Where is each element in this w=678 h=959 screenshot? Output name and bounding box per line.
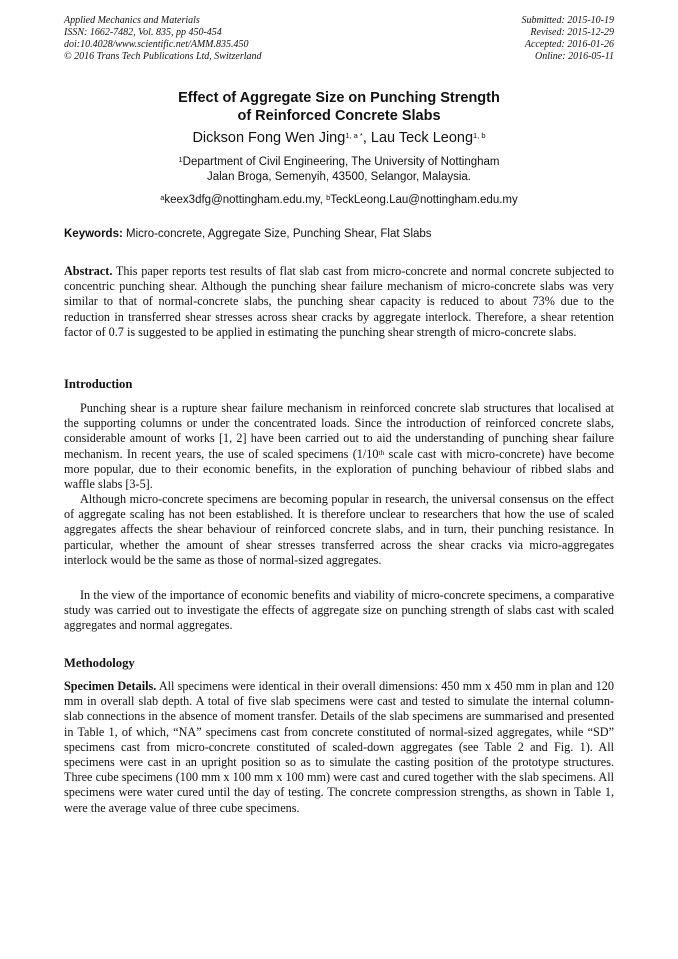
issn: ISSN: 1662-7482, Vol. 835, pp 450-454 — [64, 27, 222, 38]
affiliation-line-2: Jalan Broga, Semenyih, 43500, Selangor, Malaysia. — [206, 170, 472, 183]
email-b-mark: b — [326, 193, 331, 202]
author-2-affiliation-mark: 1, b — [473, 131, 486, 140]
abstract-label: Abstract. — [64, 264, 113, 278]
author-list — [64, 128, 614, 148]
introduction-heading: Introduction — [64, 377, 133, 391]
keywords-label: Keywords: — [64, 228, 123, 240]
methodology-paragraph — [64, 679, 614, 816]
intro-paragraph-1: Punching shear is a rupture shear failure mechanism in reinforced concrete slab structures that localised at the supporting columns or under the concentrated loads. Since the introduction of reinforced concrete slabs, considerable amount of works [1, 2] have been carried out to aid the understanding of punching shear failure mechanism. In recent years, the use of scaled specimens (1/10th scale cast with micro-concrete) have become more popular, due to their economic benefits, in the exploration of punching behaviour of ribbed slabs and waffle slabs [3-5]. — [64, 401, 614, 492]
author-1-affiliation-mark: 1, a * — [345, 131, 363, 140]
keywords — [64, 227, 614, 241]
specimen-details-text: All specimens were identical in their overall dimensions: 450 mm x 450 mm in plan and 120 mm in overall slab depth. A total of five slab specimens were cast and tested to simulate the internal column-slab connections in the absence of moment transfer. Details of the slab specimens are summarised and presented in Table 1, of which, “NA” specimens cast from concrete constituted of normal-sized aggregates, while “SD” specimens cast from micro-concrete constituted of scaled-down aggregates (see Table 2 and Fig. 1). All specimens were cast in an upright position so as to simulate the casting position of the prototype structures. Three cube specimens (100 mm x 100 mm x 100 mm) were cast and cured together with the slab specimens. All specimens were water cured until the day of testing. The concrete compression strengths, as shown in Table 1, were the average value of three cube specimens. — [64, 679, 614, 815]
submitted-date: Submitted: 2015-10-19 — [521, 15, 614, 26]
publication-dates — [522, 15, 615, 63]
affiliation-mark: 1 — [178, 155, 183, 164]
journal-name: Applied Mechanics and Materials — [64, 15, 200, 26]
affiliation-line-1: Department of Civil Engineering, The University of Nottingham — [182, 156, 500, 168]
publication-info — [64, 15, 262, 63]
revised-date: Revised: 2015-12-29 — [530, 27, 614, 38]
intro-paragraph-3: In the view of the importance of economic benefits and viability of micro-concrete specimens, a comparative study was carried out to investigate the effects of aggregate size on punching strength of slabs cast with scaled aggregates and normal aggregates. — [64, 588, 614, 633]
author-2: Lau Teck Leong — [370, 130, 474, 146]
methodology-heading: Methodology — [64, 656, 135, 670]
email-a: keex3dfg@nottingham.edu.my, — [164, 194, 327, 206]
email-b: TeckLeong.Lau@nottingham.edu.my — [330, 194, 518, 206]
doi: doi:10.4028/www.scientific.net/AMM.835.450 — [64, 39, 249, 50]
author-emails — [64, 193, 614, 207]
email-a-mark: a — [160, 193, 165, 202]
title-line-2: of Reinforced Concrete Slabs — [237, 108, 441, 124]
online-date: Online: 2016-05-11 — [535, 51, 614, 62]
author-1: Dickson Fong Wen Jing — [192, 130, 346, 146]
affiliation — [64, 155, 614, 184]
copyright: © 2016 Trans Tech Publications Ltd, Switzerland — [64, 51, 262, 62]
author-separator: , — [362, 130, 371, 146]
title-line-1: Effect of Aggregate Size on Punching Strength — [178, 90, 500, 106]
intro-paragraph-2: Although micro-concrete specimens are becoming popular in research, the universal consensus on the effect of aggregate scaling has not been established. It is therefore unclear to researchers that how the use of scaled aggregates affects the shear behaviour of reinforced concrete slabs, and in turn, their punching resistance. In particular, whether the amount of shear stresses transferred across the shear cracks via micro-aggregates interlock would be the same as those of normal-sized aggregates. — [64, 492, 614, 567]
paper-title — [64, 89, 614, 125]
abstract — [64, 264, 614, 340]
abstract-text: This paper reports test results of flat slab cast from micro-concrete and normal concrete subjected to concentric punching shear. Although the punching shear failure mechanism of micro-concrete slabs was very similar to that of normal-concrete slabs, the punching shear capacity is reduced to about 73% due to the reduction in transferred shear stresses across shear cracks by aggregate interlock. Therefore, a shear retention factor of 0.7 is suggested to be applied in estimating the punching shear strength of micro-concrete slabs. — [64, 264, 614, 339]
specimen-details-label: Specimen Details. — [64, 679, 157, 693]
accepted-date: Accepted: 2016-01-26 — [524, 39, 614, 50]
keywords-text: Micro-concrete, Aggregate Size, Punching Shear, Flat Slabs — [122, 228, 432, 240]
